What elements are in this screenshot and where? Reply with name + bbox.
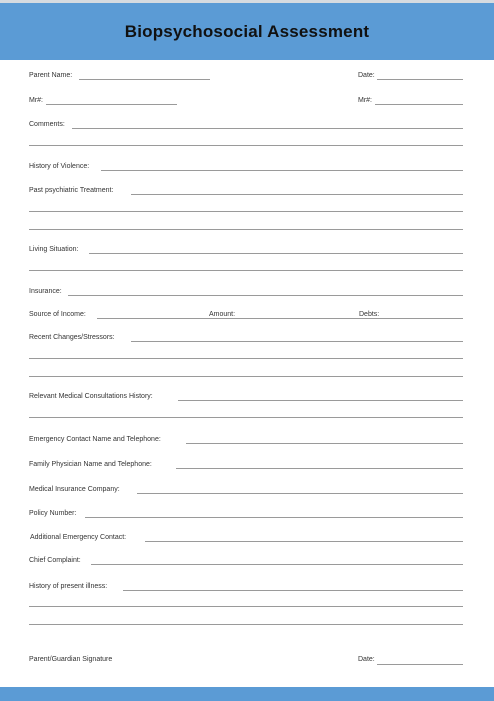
recent-changes-line-2[interactable]: [29, 358, 463, 359]
comments-field-line-2[interactable]: [29, 145, 463, 146]
history-present-illness-field[interactable]: [123, 590, 463, 591]
mr-field-left[interactable]: [46, 104, 177, 105]
income-amount-debts-field[interactable]: [97, 318, 463, 319]
amount-label: Amount:: [209, 311, 236, 318]
date-field[interactable]: [377, 79, 463, 80]
parent-name-field[interactable]: [79, 79, 210, 80]
policy-number-field[interactable]: [85, 517, 463, 518]
living-situation-label: Living Situation:: [29, 246, 79, 253]
past-psychiatric-treatment-line-3[interactable]: [29, 229, 463, 230]
medical-insurance-label: Medical Insurance Company:: [29, 486, 120, 493]
mr-label-left: Mr#:: [29, 97, 43, 104]
recent-changes-field[interactable]: [131, 341, 463, 342]
date-label: Date:: [358, 72, 375, 79]
insurance-field[interactable]: [68, 295, 463, 296]
insurance-label: Insurance:: [29, 288, 62, 295]
relevant-medical-field[interactable]: [178, 400, 463, 401]
history-present-illness-line-3[interactable]: [29, 624, 463, 625]
family-physician-field[interactable]: [176, 468, 463, 469]
living-situation-line-2[interactable]: [29, 270, 463, 271]
history-present-illness-label: History of present illness:: [29, 583, 108, 590]
history-of-violence-label: History of Violence:: [29, 163, 90, 170]
recent-changes-label: Recent Changes/Stressors:: [29, 334, 115, 341]
recent-changes-line-3[interactable]: [29, 376, 463, 377]
family-physician-label: Family Physician Name and Telephone:: [29, 461, 152, 468]
additional-emergency-label: Additional Emergency Contact:: [30, 534, 127, 541]
relevant-medical-label: Relevant Medical Consultations History:: [29, 393, 153, 400]
emergency-contact-field[interactable]: [186, 443, 463, 444]
medical-insurance-field[interactable]: [137, 493, 463, 494]
guardian-signature-label: Parent/Guardian Signature: [29, 656, 113, 663]
past-psychiatric-treatment-line-2[interactable]: [29, 211, 463, 212]
comments-field[interactable]: [72, 128, 463, 129]
emergency-contact-label: Emergency Contact Name and Telephone:: [29, 436, 161, 443]
living-situation-field[interactable]: [89, 253, 463, 254]
chief-complaint-label: Chief Complaint:: [29, 557, 81, 564]
policy-number-label: Policy Number:: [29, 510, 77, 517]
signature-date-label: Date:: [358, 656, 375, 663]
chief-complaint-field[interactable]: [91, 564, 463, 565]
history-of-violence-field[interactable]: [101, 170, 463, 171]
footer-bar: [0, 687, 494, 701]
signature-date-field[interactable]: [377, 664, 463, 665]
relevant-medical-line-2[interactable]: [29, 417, 463, 418]
source-of-income-label: Source of Income:: [29, 311, 86, 318]
past-psychiatric-treatment-label: Past psychiatric Treatment:: [29, 187, 114, 194]
debts-label: Debts:: [359, 311, 380, 318]
past-psychiatric-treatment-field[interactable]: [131, 194, 463, 195]
mr-label-right: Mr#:: [358, 97, 372, 104]
history-present-illness-line-2[interactable]: [29, 606, 463, 607]
page-title: Biopsychosocial Assessment: [124, 22, 370, 41]
header-banner: [0, 3, 494, 60]
mr-field-right[interactable]: [375, 104, 463, 105]
comments-label: Comments:: [29, 121, 65, 128]
additional-emergency-field[interactable]: [145, 541, 463, 542]
parent-name-label: Parent Name:: [29, 72, 73, 79]
